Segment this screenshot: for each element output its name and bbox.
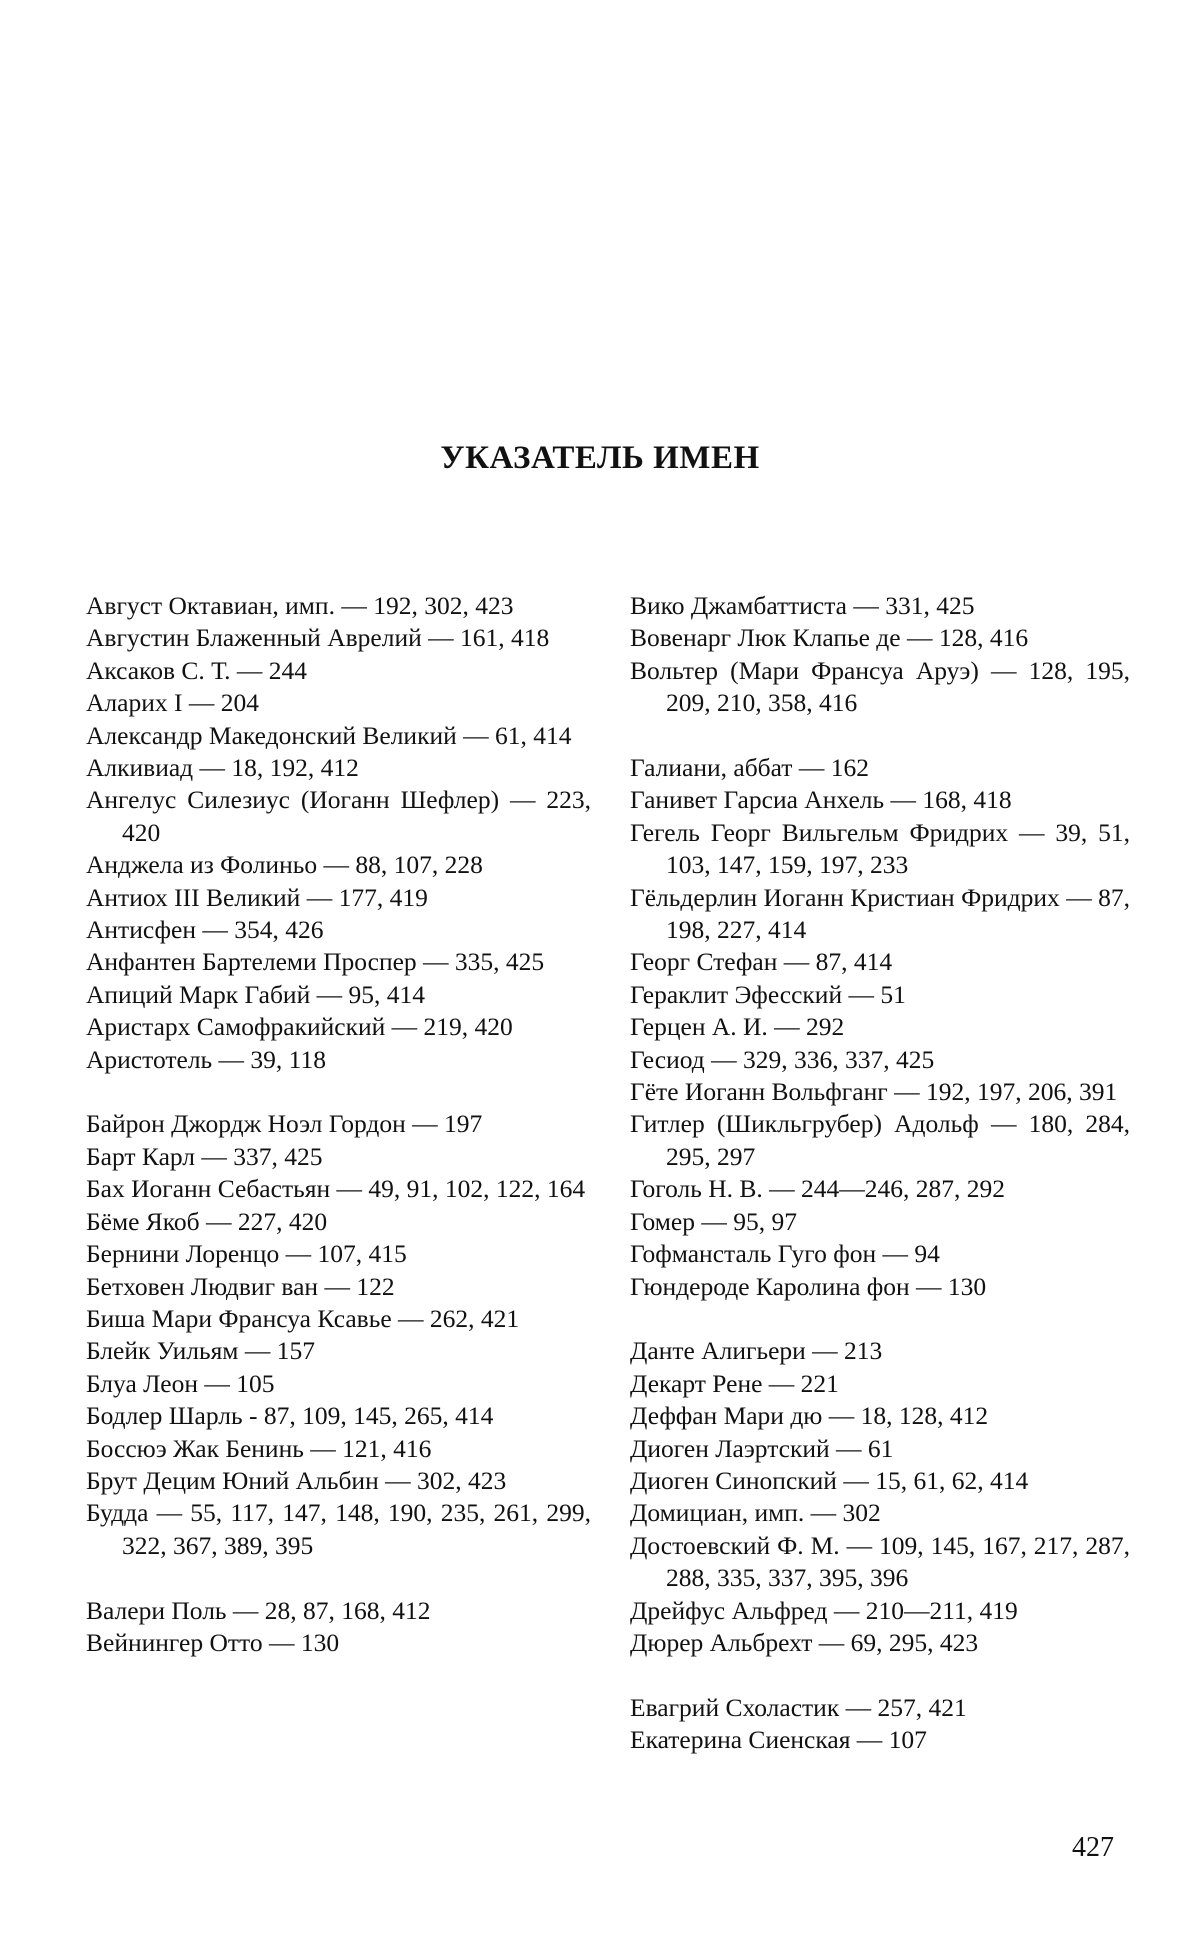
index-entry: Бодлер Шарль - 87, 109, 145, 265, 414 [86, 1401, 494, 1431]
index-entry: Апиций Марк Габий — 95, 414 [86, 979, 425, 1009]
index-entry: Гитлер (Шикльгрубер) Адольф — 180, 284, 295, 297 [630, 1109, 1130, 1171]
index-entry: Будда — 55, 117, 147, 148, 190, 235, 261, 299, 322, 367, 389, 395 [86, 1498, 591, 1560]
index-entry: Аристарх Самофракийский — 219, 420 [86, 1012, 513, 1042]
index-entry: Екатерина Сиенская — 107 [630, 1725, 927, 1755]
index-entry: Гёте Иоганн Вольфганг — 192, 197, 206, 391 [630, 1077, 1118, 1107]
index-entry: Бернини Лоренцо — 107, 415 [86, 1239, 407, 1269]
page-number: 427 [1072, 1832, 1114, 1863]
letter-group-spacer [630, 720, 1130, 752]
index-entry: Бёме Якоб — 227, 420 [86, 1206, 328, 1236]
index-entry: Гераклит Эфесский — 51 [630, 979, 906, 1009]
index-entry: Анджела из Фолиньо — 88, 107, 228 [86, 850, 483, 880]
index-entry: Биша Мари Франсуа Ксавье — 262, 421 [86, 1303, 520, 1333]
index-entry: Блейк Уильям — 157 [86, 1336, 315, 1366]
index-entry: Вико Джамбаттиста — 331, 425 [630, 591, 975, 620]
index-entry: Валери Поль — 28, 87, 168, 412 [86, 1595, 431, 1625]
index-entry: Анфантен Бартелеми Проспер — 335, 425 [86, 947, 545, 977]
index-entry: Домициан, имп. — 302 [630, 1498, 881, 1528]
index-entry: Достоевский Ф. М. — 109, 145, 167, 217, 287, 288, 335, 337, 395, 396 [630, 1530, 1130, 1593]
index-entry: Брут Децим Юний Альбин — 302, 423 [86, 1465, 507, 1495]
index-entry: Гоголь Н. В. — 244—246, 287, 292 [630, 1174, 1006, 1204]
index-entry: Байрон Джордж Ноэл Гордон — 197 [86, 1109, 483, 1139]
index-entry: Диоген Синопский — 15, 61, 62, 414 [630, 1465, 1029, 1495]
index-entry: Блуа Леон — 105 [86, 1368, 275, 1398]
index-entry: Данте Алигьери — 213 [630, 1336, 883, 1366]
index-entry: Герцен А. И. — 292 [630, 1012, 845, 1042]
index-entry: Бетховен Людвиг ван — 122 [86, 1271, 395, 1301]
letter-group-spacer [630, 1303, 1130, 1335]
index-entry: Гофмансталь Гуго фон — 94 [630, 1239, 940, 1269]
index-entry: Ангелус Силезиус (Иоганн Шефлер) — 223, 420 [86, 785, 591, 847]
index-entry: Вовенарг Люк Клапье де — 128, 416 [630, 623, 1029, 653]
index-entry: Гегель Георг Вильгельм Фридрих — 39, 51, 103, 147, 159, 197, 233 [630, 817, 1130, 880]
index-entry: Боссюэ Жак Бенинь — 121, 416 [86, 1433, 432, 1463]
index-entry: Гомер — 95, 97 [630, 1206, 797, 1236]
index-entry: Декарт Рене — 221 [630, 1368, 839, 1398]
index-entry: Аларих I — 204 [86, 688, 259, 718]
letter-group-spacer [86, 1076, 591, 1108]
index-entry: Антисфен — 354, 426 [86, 915, 324, 945]
index-entry: Барт Карл — 337, 425 [86, 1141, 323, 1171]
index-entry: Дюрер Альбрехт — 69, 295, 423 [630, 1627, 979, 1657]
index-entry: Дрейфус Альфред — 210—211, 419 [630, 1595, 1018, 1625]
index-column-left [86, 590, 591, 1659]
index-entry: Бах Иоганн Себастьян — 49, 91, 102, 122, 164 [86, 1174, 586, 1204]
index-entry: Деффан Мари дю — 18, 128, 412 [630, 1401, 989, 1431]
index-entry: Август Октавиан, имп. — 192, 302, 423 [86, 591, 514, 620]
index-entry: Гёльдерлин Иоганн Кристиан Фридрих — 87, 198, 227, 414 [630, 882, 1130, 945]
index-entry: Галиани, аббат — 162 [630, 753, 869, 783]
index-entry: Антиох III Великий — 177, 419 [86, 882, 428, 912]
letter-group-spacer [86, 1562, 591, 1594]
index-entry: Вейнингер Отто — 130 [86, 1627, 340, 1657]
index-entry: Вольтер (Мари Франсуа Аруэ) — 128, 195, 209, 210, 358, 416 [630, 655, 1130, 718]
letter-group-spacer [630, 1659, 1130, 1691]
index-entry: Диоген Лаэртский — 61 [630, 1433, 894, 1463]
index-entry: Августин Блаженный Аврелий — 161, 418 [86, 623, 550, 653]
index-entry: Ганивет Гарсиа Анхель — 168, 418 [630, 785, 1012, 815]
index-entry: Гюндероде Каролина фон — 130 [630, 1271, 987, 1301]
index-column-right [630, 590, 1130, 1757]
index-entry: Евагрий Схоластик — 257, 421 [630, 1692, 967, 1722]
index-entry: Алкивиад — 18, 192, 412 [86, 753, 359, 783]
index-entry: Георг Стефан — 87, 414 [630, 947, 893, 977]
index-entry: Аристотель — 39, 118 [86, 1044, 326, 1074]
index-entry: Гесиод — 329, 336, 337, 425 [630, 1044, 935, 1074]
index-entry: Александр Македонский Великий — 61, 414 [86, 720, 572, 750]
page-title: УКАЗАТЕЛЬ ИМЕН [440, 440, 760, 476]
index-entry: Аксаков С. Т. — 244 [86, 655, 308, 685]
